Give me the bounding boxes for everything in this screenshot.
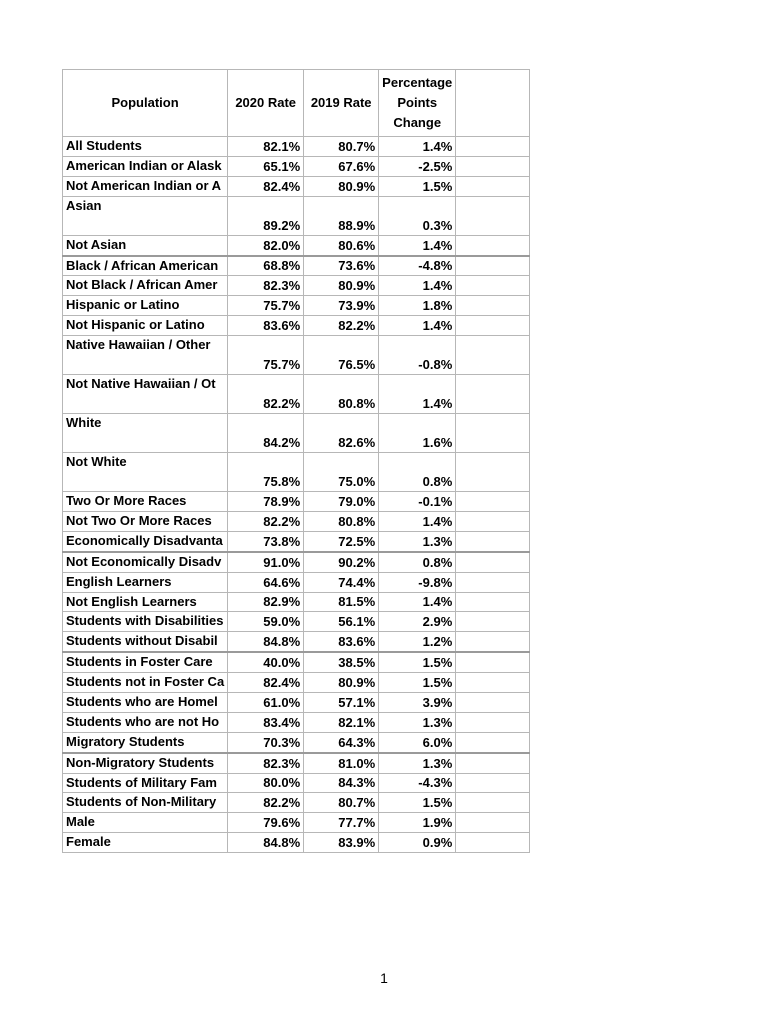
rate-2019-header: 2019 Rate [304,70,379,137]
table-row [63,552,530,572]
blank-cell [456,531,530,551]
table-row [63,316,530,336]
rate-2019-cell: 75.0% [304,453,379,492]
rate-2019-cell: 80.9% [304,276,379,296]
table-row [63,235,530,255]
population-cell: English Learners [63,572,228,592]
population-cell: Female [63,833,228,853]
change-cell: 1.6% [379,414,456,453]
blank-cell [456,813,530,833]
blank-cell [456,492,530,512]
rate-2020-cell: 78.9% [228,492,304,512]
rate-2019-cell: 38.5% [304,652,379,672]
rate-2020-cell: 84.2% [228,414,304,453]
blank-cell [456,453,530,492]
change-cell: 6.0% [379,732,456,752]
rate-2020-cell: 82.3% [228,753,304,773]
table-row [63,673,530,693]
change-cell: -4.3% [379,773,456,793]
change-cell: 1.2% [379,632,456,652]
blank-cell [456,156,530,176]
page-number: 1 [380,970,388,986]
rate-2019-cell: 83.9% [304,833,379,853]
table-row [63,492,530,512]
blank-cell [456,652,530,672]
rate-2020-cell: 68.8% [228,256,304,276]
change-cell: 1.4% [379,592,456,612]
blank-cell [456,612,530,632]
rate-2020-cell: 75.7% [228,296,304,316]
rate-2020-cell: 70.3% [228,732,304,752]
population-cell: Students not in Foster Ca [63,673,228,693]
rate-2020-cell: 80.0% [228,773,304,793]
population-cell: Two Or More Races [63,492,228,512]
rate-2019-cell: 80.7% [304,793,379,813]
population-cell: American Indian or Alask [63,156,228,176]
change-cell: 2.9% [379,612,456,632]
change-cell: 1.5% [379,176,456,196]
blank-cell [456,276,530,296]
change-cell: 1.3% [379,531,456,551]
rate-2020-cell: 65.1% [228,156,304,176]
change-cell: 1.5% [379,652,456,672]
rate-2019-cell: 82.6% [304,414,379,453]
table-row [63,712,530,732]
change-cell: 1.5% [379,673,456,693]
table-row [63,572,530,592]
table-row [63,256,530,276]
change-cell: 1.3% [379,753,456,773]
population-cell: Not Hispanic or Latino [63,316,228,336]
population-cell: Asian [63,196,228,235]
rate-2020-cell: 83.6% [228,316,304,336]
population-cell: Students who are not Ho [63,712,228,732]
change-cell: 0.9% [379,833,456,853]
rate-2019-cell: 90.2% [304,552,379,572]
population-cell: Male [63,813,228,833]
rate-2020-cell: 82.1% [228,137,304,157]
population-cell: Not Native Hawaiian / Ot [63,375,228,414]
header-row [63,70,530,137]
table-row [63,773,530,793]
population-cell: Not Two Or More Races [63,512,228,532]
table-row [63,732,530,752]
blank-cell [456,712,530,732]
table-row [63,137,530,157]
blank-cell [456,196,530,235]
population-cell: Black / African American [63,256,228,276]
blank-cell [456,833,530,853]
table-row [63,196,530,235]
table-row [63,652,530,672]
change-cell: 1.4% [379,316,456,336]
population-cell: Not White [63,453,228,492]
rate-2019-cell: 81.5% [304,592,379,612]
rate-2019-cell: 83.6% [304,632,379,652]
table-row [63,453,530,492]
table-row [63,375,530,414]
rate-2020-cell: 59.0% [228,612,304,632]
change-cell: -0.8% [379,336,456,375]
change-cell: -2.5% [379,156,456,176]
rate-2020-cell: 91.0% [228,552,304,572]
rate-2019-cell: 79.0% [304,492,379,512]
change-header: Percentage Points Change [379,70,456,137]
rate-2019-cell: 56.1% [304,612,379,632]
blank-cell [456,632,530,652]
change-cell: 3.9% [379,693,456,713]
blank-cell [456,693,530,713]
rate-2020-cell: 84.8% [228,833,304,853]
population-cell: Not Asian [63,235,228,255]
blank-cell [456,732,530,752]
population-cell: Students who are Homel [63,693,228,713]
rate-2020-cell: 82.2% [228,512,304,532]
rate-2020-cell: 82.3% [228,276,304,296]
table-row [63,813,530,833]
table-row [63,296,530,316]
rate-2019-cell: 80.8% [304,512,379,532]
blank-cell [456,375,530,414]
rate-2020-cell: 79.6% [228,813,304,833]
rate-2020-cell: 83.4% [228,712,304,732]
rate-2020-cell: 82.2% [228,375,304,414]
blank-cell [456,256,530,276]
rate-2020-cell: 82.4% [228,176,304,196]
population-cell: All Students [63,137,228,157]
change-cell: 1.4% [379,512,456,532]
rate-2019-cell: 77.7% [304,813,379,833]
table-row [63,336,530,375]
rate-2020-cell: 82.9% [228,592,304,612]
rate-2019-cell: 88.9% [304,196,379,235]
blank-cell [456,316,530,336]
graduation-rates-table [62,69,530,853]
rate-2020-cell: 84.8% [228,632,304,652]
rate-2019-cell: 64.3% [304,732,379,752]
population-cell: Economically Disadvanta [63,531,228,551]
change-cell: 1.4% [379,276,456,296]
blank-cell [456,512,530,532]
change-cell: -4.8% [379,256,456,276]
rate-2020-cell: 64.6% [228,572,304,592]
change-cell: 1.8% [379,296,456,316]
table-row [63,176,530,196]
population-cell: Migratory Students [63,732,228,752]
table-body [63,137,530,853]
rate-2019-cell: 81.0% [304,753,379,773]
blank-cell [456,235,530,255]
population-cell: Not English Learners [63,592,228,612]
table-row [63,753,530,773]
table-row [63,612,530,632]
rate-2019-cell: 72.5% [304,531,379,551]
blank-cell [456,572,530,592]
change-cell: 1.5% [379,793,456,813]
blank-cell [456,753,530,773]
change-cell: -9.8% [379,572,456,592]
rate-2019-cell: 74.4% [304,572,379,592]
blank-cell [456,296,530,316]
table-row [63,632,530,652]
population-cell: White [63,414,228,453]
change-cell: 1.4% [379,235,456,255]
population-cell: Hispanic or Latino [63,296,228,316]
blank-cell [456,336,530,375]
rate-2019-cell: 80.6% [304,235,379,255]
population-cell: Not Black / African Amer [63,276,228,296]
blank-header [456,70,530,137]
blank-cell [456,793,530,813]
rate-2020-header: 2020 Rate [228,70,304,137]
change-cell: 0.3% [379,196,456,235]
table-row [63,833,530,853]
change-cell: 1.4% [379,375,456,414]
table-row [63,693,530,713]
population-cell: Non-Migratory Students [63,753,228,773]
rate-2019-cell: 67.6% [304,156,379,176]
population-cell: Native Hawaiian / Other [63,336,228,375]
table-row [63,414,530,453]
rate-2019-cell: 80.7% [304,137,379,157]
rate-2019-cell: 84.3% [304,773,379,793]
blank-cell [456,176,530,196]
rate-2020-cell: 82.2% [228,793,304,813]
population-header: Population [63,70,228,137]
rate-2020-cell: 61.0% [228,693,304,713]
population-cell: Not Economically Disadv [63,552,228,572]
population-cell: Students of Military Fam [63,773,228,793]
rate-2019-cell: 80.8% [304,375,379,414]
change-cell: 1.9% [379,813,456,833]
rate-2019-cell: 73.9% [304,296,379,316]
population-cell: Students of Non-Military [63,793,228,813]
blank-cell [456,592,530,612]
population-cell: Students in Foster Care [63,652,228,672]
rate-2020-cell: 82.0% [228,235,304,255]
table-row [63,592,530,612]
blank-cell [456,673,530,693]
table-row [63,793,530,813]
rate-2019-cell: 80.9% [304,673,379,693]
table-row [63,512,530,532]
change-cell: 1.3% [379,712,456,732]
table-row [63,531,530,551]
blank-cell [456,137,530,157]
table-row [63,276,530,296]
rate-2019-cell: 82.1% [304,712,379,732]
change-cell: 0.8% [379,453,456,492]
blank-cell [456,773,530,793]
population-cell: Students with Disabilities [63,612,228,632]
rate-2019-cell: 76.5% [304,336,379,375]
population-cell: Students without Disabil [63,632,228,652]
rate-2020-cell: 75.7% [228,336,304,375]
population-cell: Not American Indian or A [63,176,228,196]
table-row [63,156,530,176]
rate-2019-cell: 73.6% [304,256,379,276]
rate-2019-cell: 82.2% [304,316,379,336]
blank-cell [456,414,530,453]
rate-2020-cell: 82.4% [228,673,304,693]
rate-2019-cell: 80.9% [304,176,379,196]
blank-cell [456,552,530,572]
rate-2020-cell: 75.8% [228,453,304,492]
change-cell: -0.1% [379,492,456,512]
change-cell: 1.4% [379,137,456,157]
rate-2019-cell: 57.1% [304,693,379,713]
rate-2020-cell: 40.0% [228,652,304,672]
change-cell: 0.8% [379,552,456,572]
rate-2020-cell: 73.8% [228,531,304,551]
rate-2020-cell: 89.2% [228,196,304,235]
